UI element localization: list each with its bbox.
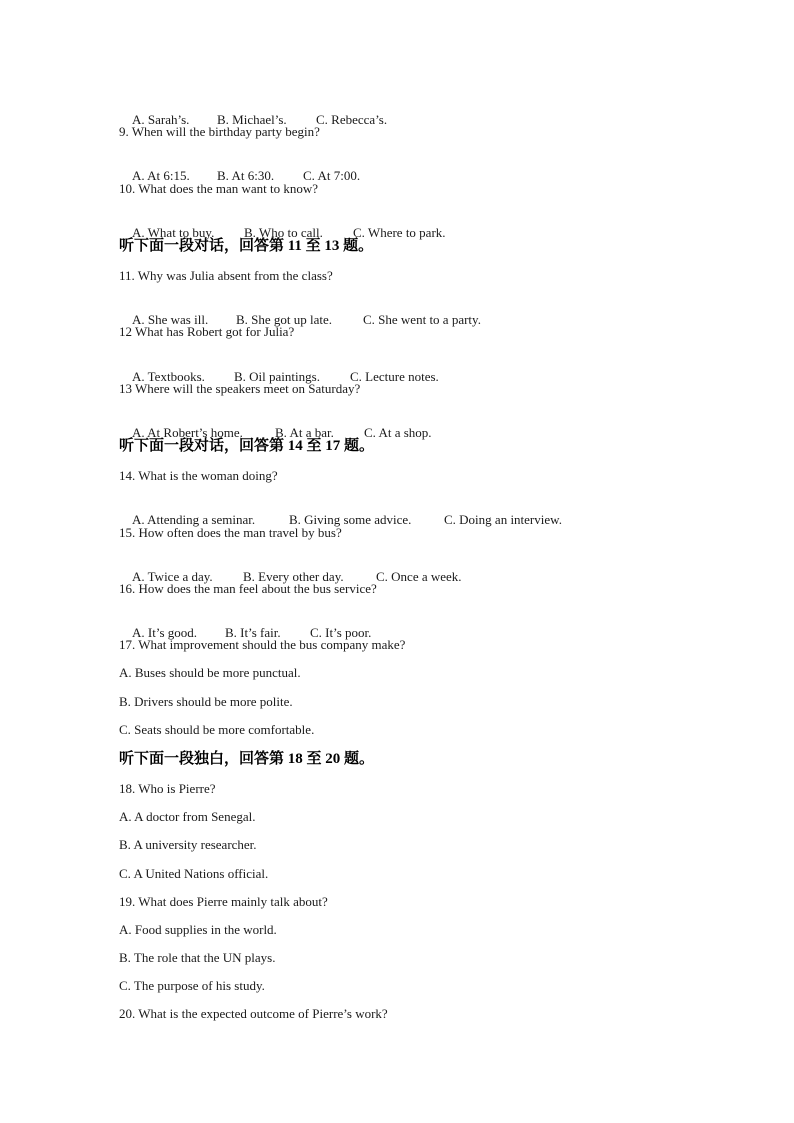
- option-b: B. Michael’s.: [217, 112, 287, 127]
- question-10: 10. What does the man want to know?: [119, 181, 319, 196]
- option-a: A. Sarah’s.: [132, 112, 190, 127]
- option-b: B. At a bar.: [275, 425, 334, 440]
- question-20: 20. What is the expected outcome of Pierre’s work?: [119, 1006, 388, 1021]
- option-b: B. The role that the UN plays.: [119, 950, 276, 965]
- option-c: C. It’s poor.: [310, 625, 372, 640]
- option-a: A. Food supplies in the world.: [119, 922, 277, 937]
- option-c: C. Lecture notes.: [350, 369, 439, 384]
- option-b: B. Drivers should be more polite.: [119, 694, 293, 709]
- option-c: C. Where to park.: [353, 225, 446, 240]
- question-18: 18. Who is Pierre?: [119, 781, 216, 796]
- option-b: B. Every other day.: [243, 569, 344, 584]
- option-a: A. At 6:15.: [132, 168, 190, 183]
- section-heading: 听下面一段对话，回答第 11 至 13 题。: [119, 238, 374, 254]
- question-11: 11. Why was Julia absent from the class?: [119, 268, 333, 283]
- option-c: C. The purpose of his study.: [119, 978, 265, 993]
- option-a: A. What to buy.: [132, 225, 215, 240]
- option-a: A. Textbooks.: [132, 369, 205, 384]
- question-9: 9. When will the birthday party begin?: [119, 124, 320, 139]
- option-b: B. Giving some advice.: [289, 512, 412, 527]
- option-b: B. A university researcher.: [119, 837, 257, 852]
- option-a: A. A doctor from Senegal.: [119, 809, 256, 824]
- question-19: 19. What does Pierre mainly talk about?: [119, 894, 328, 909]
- option-b: B. Oil paintings.: [234, 369, 320, 384]
- option-c: C. She went to a party.: [363, 312, 481, 327]
- option-c: C. Once a week.: [376, 569, 462, 584]
- option-a: A. She was ill.: [132, 312, 209, 327]
- option-a: A. Attending a seminar.: [132, 512, 256, 527]
- option-b: B. Who to call.: [244, 225, 323, 240]
- question-15: 15. How often does the man travel by bus?: [119, 525, 342, 540]
- section-heading: 听下面一段对话，回答第 14 至 17 题。: [119, 438, 375, 454]
- section-heading: 听下面一段独白，回答第 18 至 20 题。: [119, 751, 375, 767]
- option-a: A. Buses should be more punctual.: [119, 665, 301, 680]
- option-c: C. Seats should be more comfortable.: [119, 722, 315, 737]
- question-12: 12 What has Robert got for Julia?: [119, 324, 295, 339]
- option-b: B. At 6:30.: [217, 168, 275, 183]
- question-14: 14. What is the woman doing?: [119, 468, 278, 483]
- option-c: C. A United Nations official.: [119, 866, 269, 881]
- option-c: C. Doing an interview.: [444, 512, 562, 527]
- option-a: A. It’s good.: [132, 625, 197, 640]
- option-c: C. Rebecca’s.: [316, 112, 388, 127]
- option-b: B. She got up late.: [236, 312, 333, 327]
- option-a: A. Twice a day.: [132, 569, 213, 584]
- option-a: A. At Robert’s home.: [132, 425, 243, 440]
- option-b: B. It’s fair.: [225, 625, 281, 640]
- question-17: 17. What improvement should the bus company make?: [119, 637, 406, 652]
- option-c: C. At 7:00.: [303, 168, 361, 183]
- option-c: C. At a shop.: [364, 425, 432, 440]
- question-13: 13 Where will the speakers meet on Saturday?: [119, 381, 361, 396]
- question-16: 16. How does the man feel about the bus service?: [119, 581, 377, 596]
